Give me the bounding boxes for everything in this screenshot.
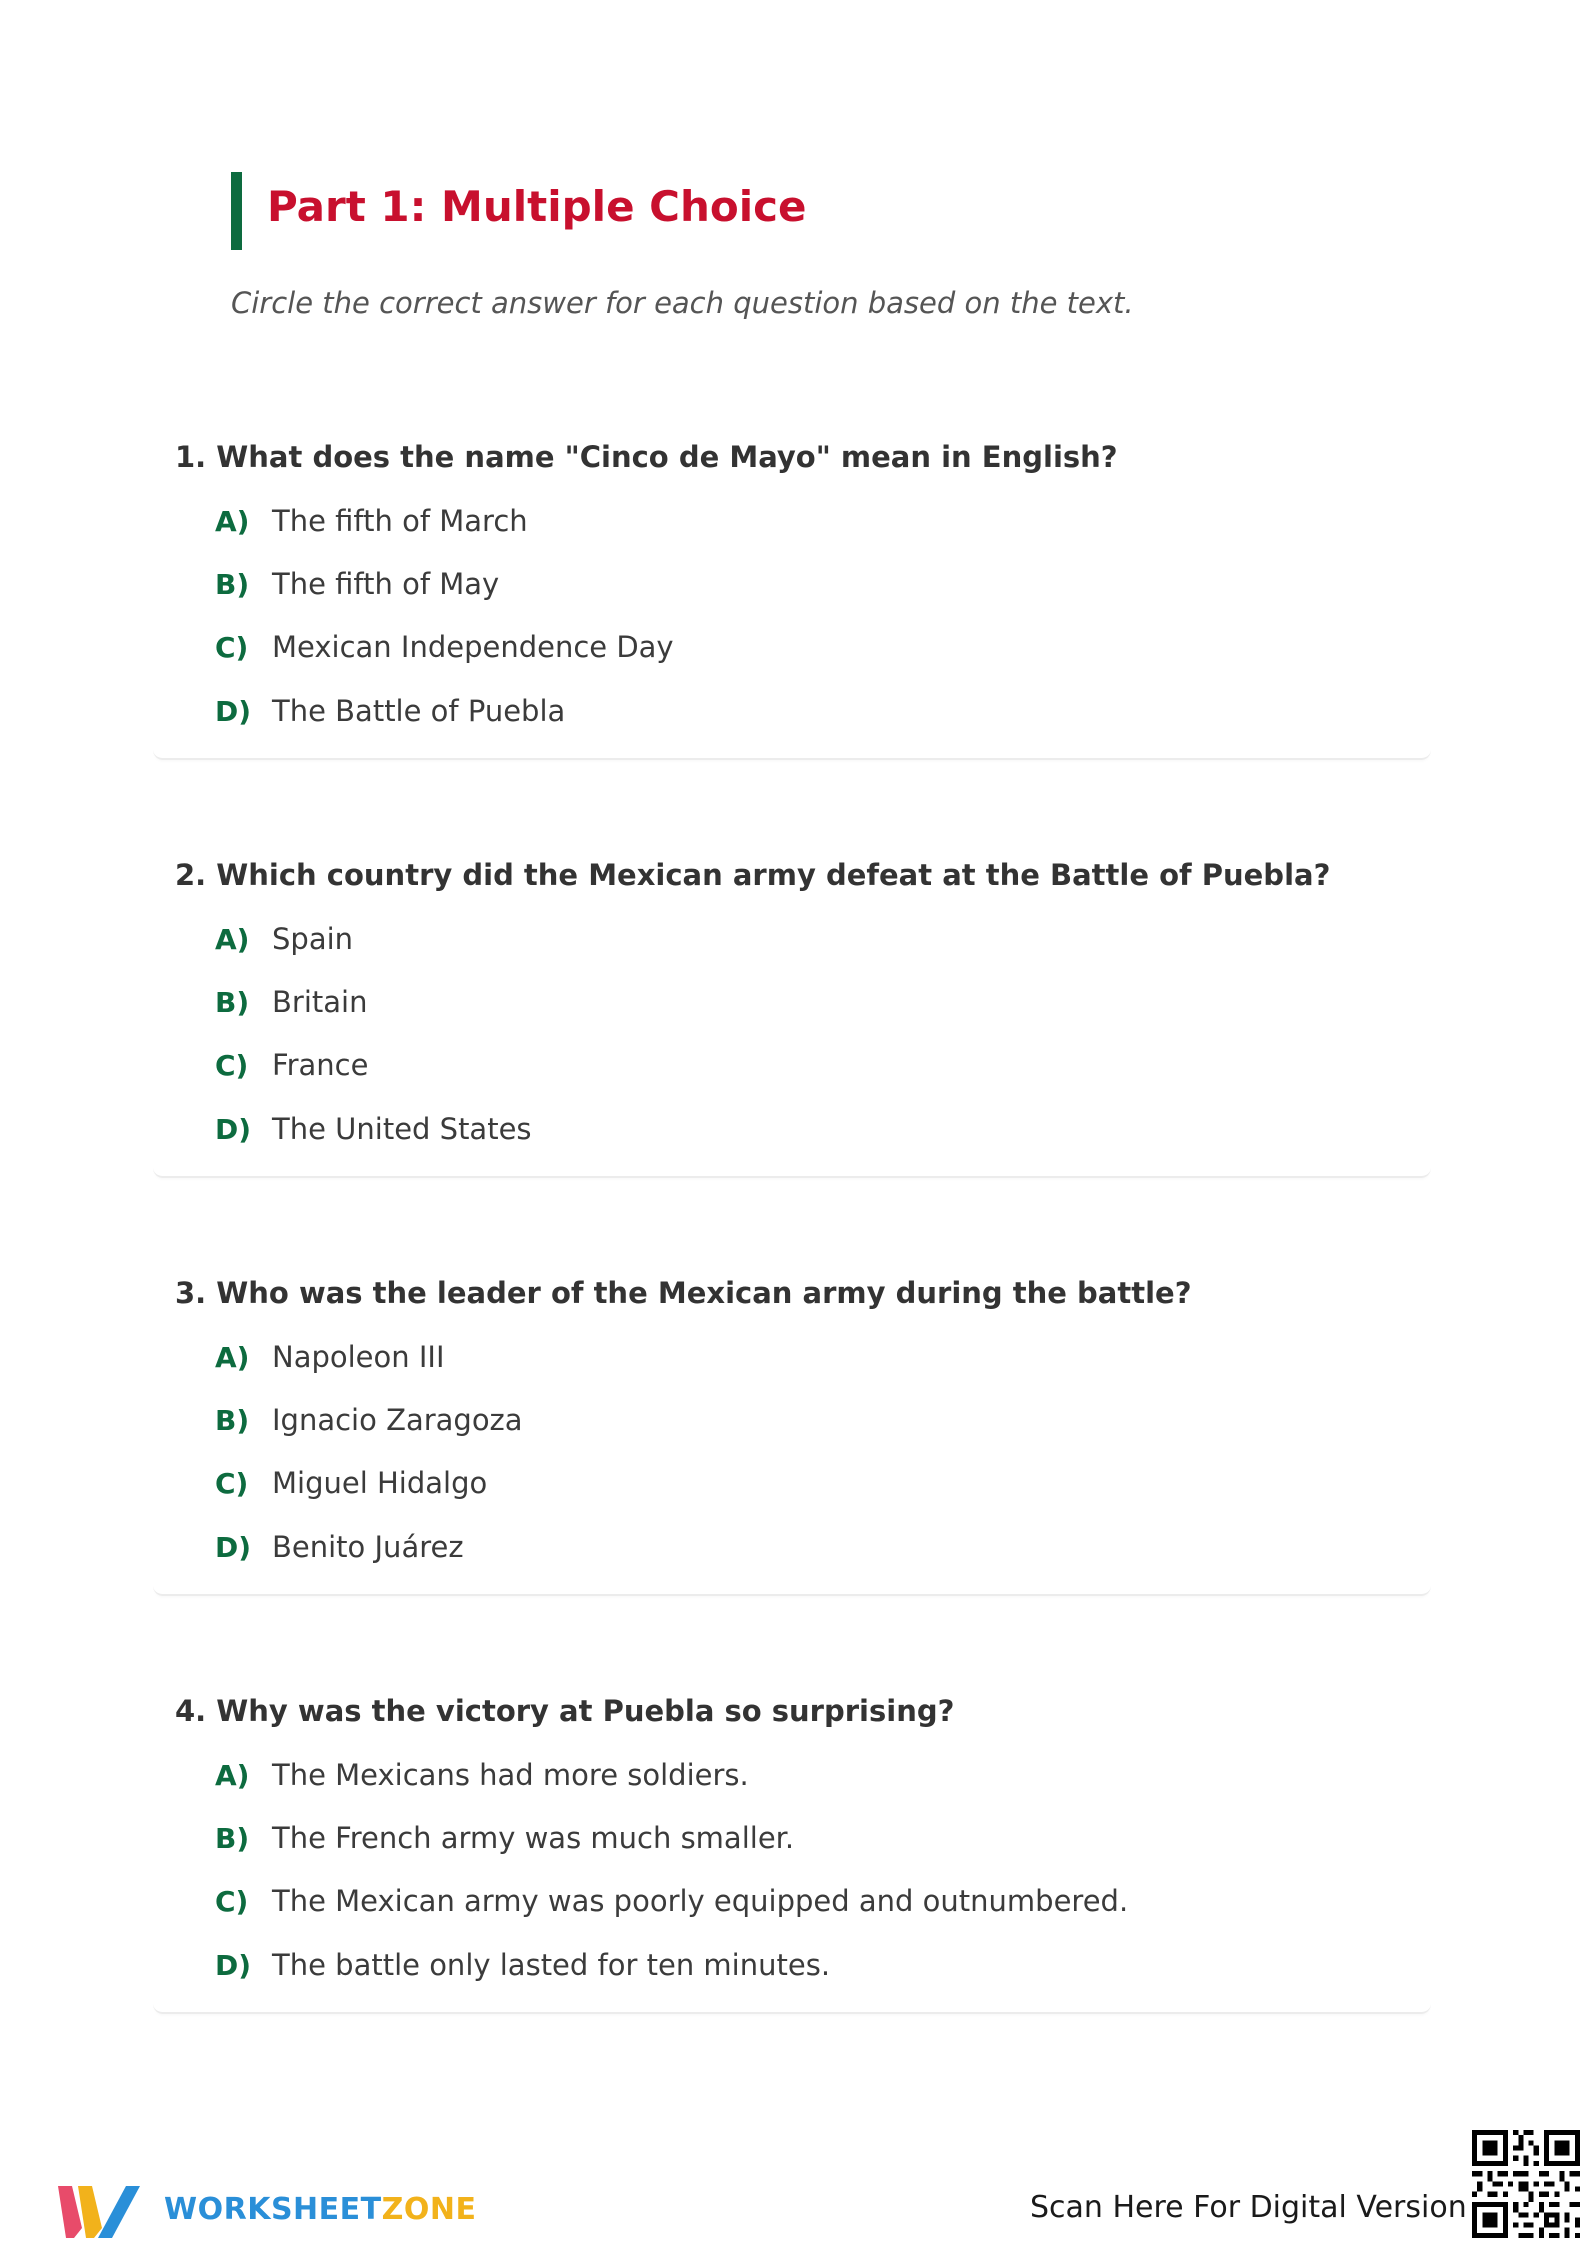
option-text: The fifth of March (272, 504, 528, 538)
option-d[interactable] (215, 1948, 830, 1988)
option-text: The Mexicans had more soldiers. (272, 1758, 749, 1792)
option-letter: C) (215, 1049, 249, 1082)
option-text: The battle only lasted for ten minutes. (272, 1948, 831, 1982)
option-text: Napoleon III (272, 1340, 445, 1374)
option-letter: D) (215, 1949, 252, 1982)
option-letter: D) (215, 1531, 252, 1564)
option-d[interactable] (215, 1112, 532, 1152)
question-card (153, 440, 1431, 760)
instructions: Circle the correct answer for each question based on the text. (231, 286, 1134, 320)
logo-text-worksheet: WORKSHEET (164, 2192, 382, 2227)
option-text: Ignacio Zaragoza (272, 1403, 523, 1437)
option-a[interactable] (215, 1340, 445, 1380)
logo-text-zone: ZONE (381, 2192, 477, 2227)
option-letter: B) (215, 568, 250, 601)
option-letter: A) (215, 1341, 250, 1374)
option-text: The fifth of May (272, 567, 500, 601)
option-text: The Battle of Puebla (272, 694, 566, 728)
option-text: Mexican Independence Day (272, 630, 674, 664)
question-text: 1. What does the name "Cinco de Mayo" mean in English? (175, 440, 1118, 474)
option-letter: B) (215, 1822, 250, 1855)
option-letter: A) (215, 923, 250, 956)
option-letter: D) (215, 695, 252, 728)
option-d[interactable] (215, 1530, 464, 1570)
option-b[interactable] (215, 985, 367, 1025)
option-letter: C) (215, 1467, 249, 1500)
option-c[interactable] (215, 1884, 1128, 1924)
option-text: Britain (272, 985, 368, 1019)
option-text: Benito Juárez (272, 1530, 464, 1564)
section-title: Part 1: Multiple Choice (267, 182, 807, 231)
option-c[interactable] (215, 1466, 487, 1506)
option-c[interactable] (215, 1048, 368, 1088)
question-card (153, 858, 1431, 1178)
option-letter: C) (215, 631, 249, 664)
option-a[interactable] (215, 922, 353, 962)
question-text: 4. Why was the victory at Puebla so surprising? (175, 1694, 955, 1728)
question-text: 3. Who was the leader of the Mexican army during the battle? (175, 1276, 1192, 1310)
logo-w-icon (58, 2180, 148, 2240)
option-text: The United States (272, 1112, 532, 1146)
option-b[interactable] (215, 1403, 523, 1443)
option-b[interactable] (215, 1821, 794, 1861)
scan-text: Scan Here For Digital Version (1030, 2190, 1467, 2225)
question-card (153, 1276, 1431, 1596)
option-c[interactable] (215, 630, 674, 670)
option-text: France (272, 1048, 369, 1082)
option-letter: A) (215, 1759, 250, 1792)
option-letter: A) (215, 505, 250, 538)
qr-code-icon[interactable] (1472, 2130, 1580, 2238)
option-letter: D) (215, 1113, 252, 1146)
option-letter: B) (215, 986, 250, 1019)
logo-text (164, 2192, 476, 2227)
option-letter: B) (215, 1404, 250, 1437)
question-card (153, 1694, 1431, 2014)
option-text: Miguel Hidalgo (272, 1466, 488, 1500)
option-a[interactable] (215, 504, 528, 544)
option-letter: C) (215, 1885, 249, 1918)
option-b[interactable] (215, 567, 499, 607)
option-a[interactable] (215, 1758, 749, 1798)
option-text: The French army was much smaller. (272, 1821, 795, 1855)
question-text: 2. Which country did the Mexican army defeat at the Battle of Puebla? (175, 858, 1331, 892)
option-text: Spain (272, 922, 354, 956)
section-accent-bar (231, 172, 242, 250)
option-text: The Mexican army was poorly equipped and outnumbered. (272, 1884, 1129, 1918)
option-d[interactable] (215, 694, 565, 734)
